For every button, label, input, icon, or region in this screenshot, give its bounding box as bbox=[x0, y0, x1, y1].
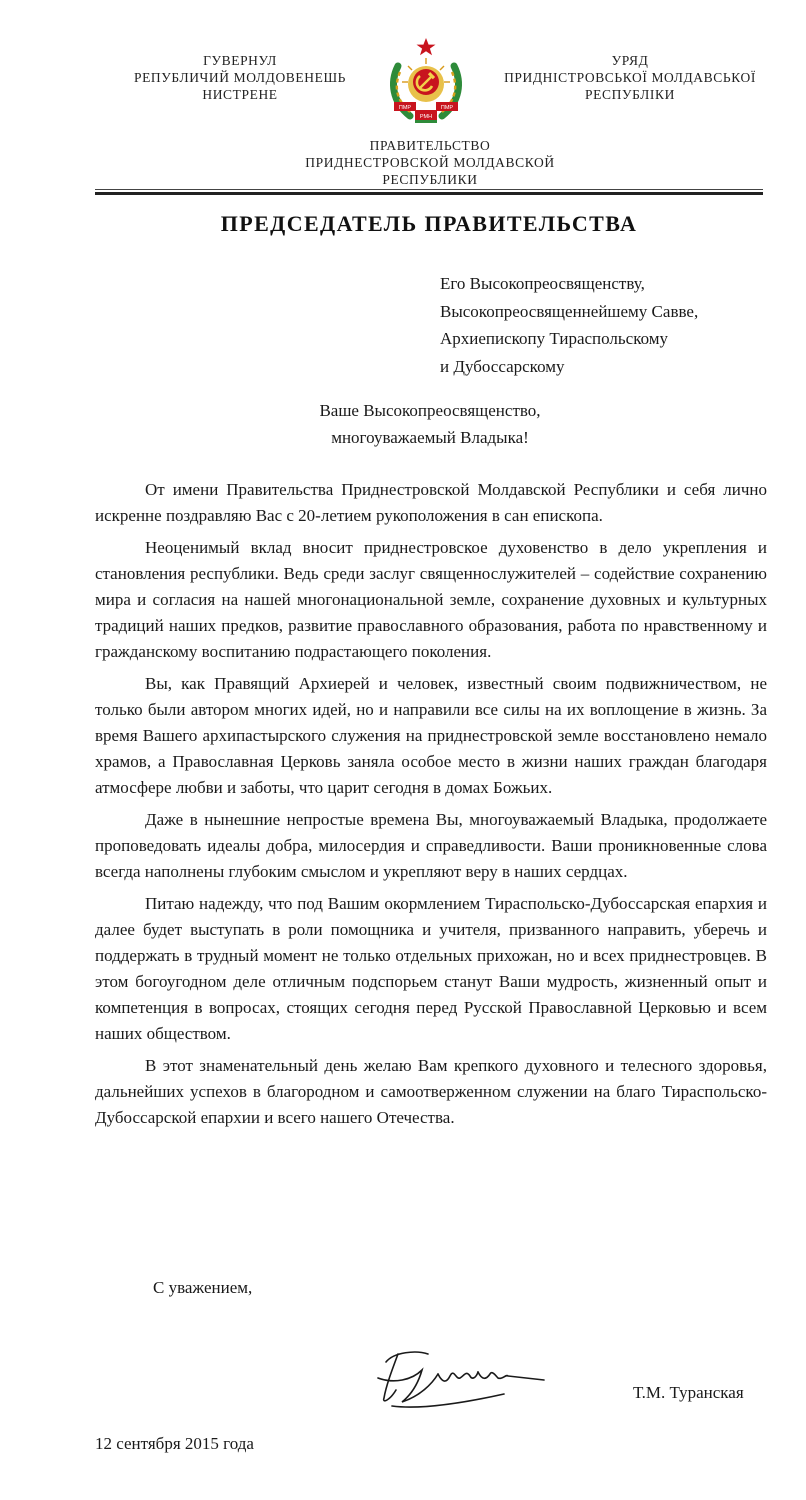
salutation bbox=[200, 397, 660, 451]
header-russian-line: РЕСПУБЛИКИ bbox=[382, 172, 478, 187]
body-paragraph: Неоценимый вклад вносит приднестровское духовенство в дело укрепления и становления республики. Ведь среди заслуг священнослужителей – содействие сохранению мира и согласия на нашей многонациональной земле, сохранение духовных и культурных традиций наших предков, развитие православного образования, работа по нравственному и гражданскому воспитанию подрастающего поколения. bbox=[95, 538, 767, 661]
letter-date: 12 сентября 2015 года bbox=[95, 1434, 254, 1453]
header-russian bbox=[280, 137, 580, 188]
addressee-line: Его Высокопреосвященству, bbox=[440, 274, 645, 293]
addressee-line: Высокопреосвященнейшему Савве, bbox=[440, 301, 699, 321]
salutation-line: многоуважаемый Владыка! bbox=[331, 428, 529, 447]
document-title: ПРЕДСЕДАТЕЛЬ ПРАВИТЕЛЬСТВА bbox=[220, 211, 638, 236]
emblem-ribbon-label: ПМР bbox=[440, 105, 454, 111]
header-moldovan bbox=[110, 52, 370, 103]
body-paragraph: Вы, как Правящий Архиерей и человек, известный своим подвижничеством, не только были автором многих идей, но и направили все силы на их воплощение в жизнь. За время Вашего архипастырского служения на приднестровской земле восстановлено немало храмов, а Православная Церковь заняла особое место в жизни наших граждан благодаря атмосфере любви и заботы, что царит сегодня в домах Божьих. bbox=[95, 674, 767, 797]
closing-phrase: С уважением, bbox=[153, 1278, 253, 1297]
emblem-ribbon-label: ПМР bbox=[398, 105, 412, 111]
header-russian-line: ПРИДНЕСТРОВСКОЙ МОЛДАВСКОЙ bbox=[305, 155, 555, 170]
header-ukrainian bbox=[470, 52, 790, 103]
salutation-line: Ваше Высокопреосвященство, bbox=[319, 401, 541, 420]
header-russian-line: ПРАВИТЕЛЬСТВО bbox=[369, 138, 491, 153]
header-divider-thick bbox=[95, 192, 763, 195]
body-paragraph: В этот знаменательный день желаю Вам крепкого духовного и телесного здоровья, дальнейших успехов в благородном и самоотверженном служении на благо Тираспольско-Дубоссарской епархии и всего нашего Отечества. bbox=[95, 1056, 767, 1127]
handwritten-signature bbox=[372, 1340, 547, 1420]
signer-name: Т.М. Туранская bbox=[633, 1383, 744, 1402]
header-ukrainian-line: УРЯД bbox=[611, 53, 649, 68]
header-ukrainian-line: РЕСПУБЛІКИ bbox=[585, 87, 675, 102]
addressee-block bbox=[440, 270, 780, 380]
header-divider-thin bbox=[95, 189, 763, 190]
body-paragraph: Даже в нынешние непростые времена Вы, многоуважаемый Владыка, продолжаете проповедовать идеалы добра, милосердия и справедливости. Ваши проникновенные слова всегда наполнены глубоким смыслом и укрепляют веру в наших сердцах. bbox=[95, 810, 767, 881]
header-moldovan-line: НИСТРЕНЕ bbox=[202, 87, 278, 102]
header-ukrainian-line: ПРИДНІСТРОВСЬКОЇ МОЛДАВСЬКОЇ bbox=[504, 70, 756, 85]
body-paragraph: От имени Правительства Приднестровской Молдавской Республики и себя лично искренне поздравляю Вас с 20-летием рукоположения в сан епископа. bbox=[95, 480, 767, 525]
addressee-line: и Дубоссарскому bbox=[440, 356, 565, 376]
emblem-ribbon-label: РМН bbox=[419, 114, 433, 120]
state-emblem bbox=[384, 36, 468, 128]
letter-body bbox=[95, 477, 767, 1137]
header-moldovan-line: ГУВЕРНУЛ bbox=[203, 53, 277, 68]
body-paragraph: Питаю надежду, что под Вашим окормлением Тираспольско-Дубоссарская епархия и далее будет выступать в роли помощника и учителя, призванного направить, уберечь и поддержать в трудный момент не только отдельных прихожан, но и всех приднестровцев. В этом богоугодном деле отличным подспорьем станут Ваши мудрость, жизненный опыт и компетенция в вопросах, стоящих сегодня перед Русской Православной Церковью и всем наших обществом. bbox=[95, 894, 767, 1043]
header-moldovan-line: РЕПУБЛИЧИЙ МОЛДОВЕНЕШЬ bbox=[133, 70, 347, 85]
addressee-line: Архиепископу Тираспольскому bbox=[440, 329, 669, 348]
